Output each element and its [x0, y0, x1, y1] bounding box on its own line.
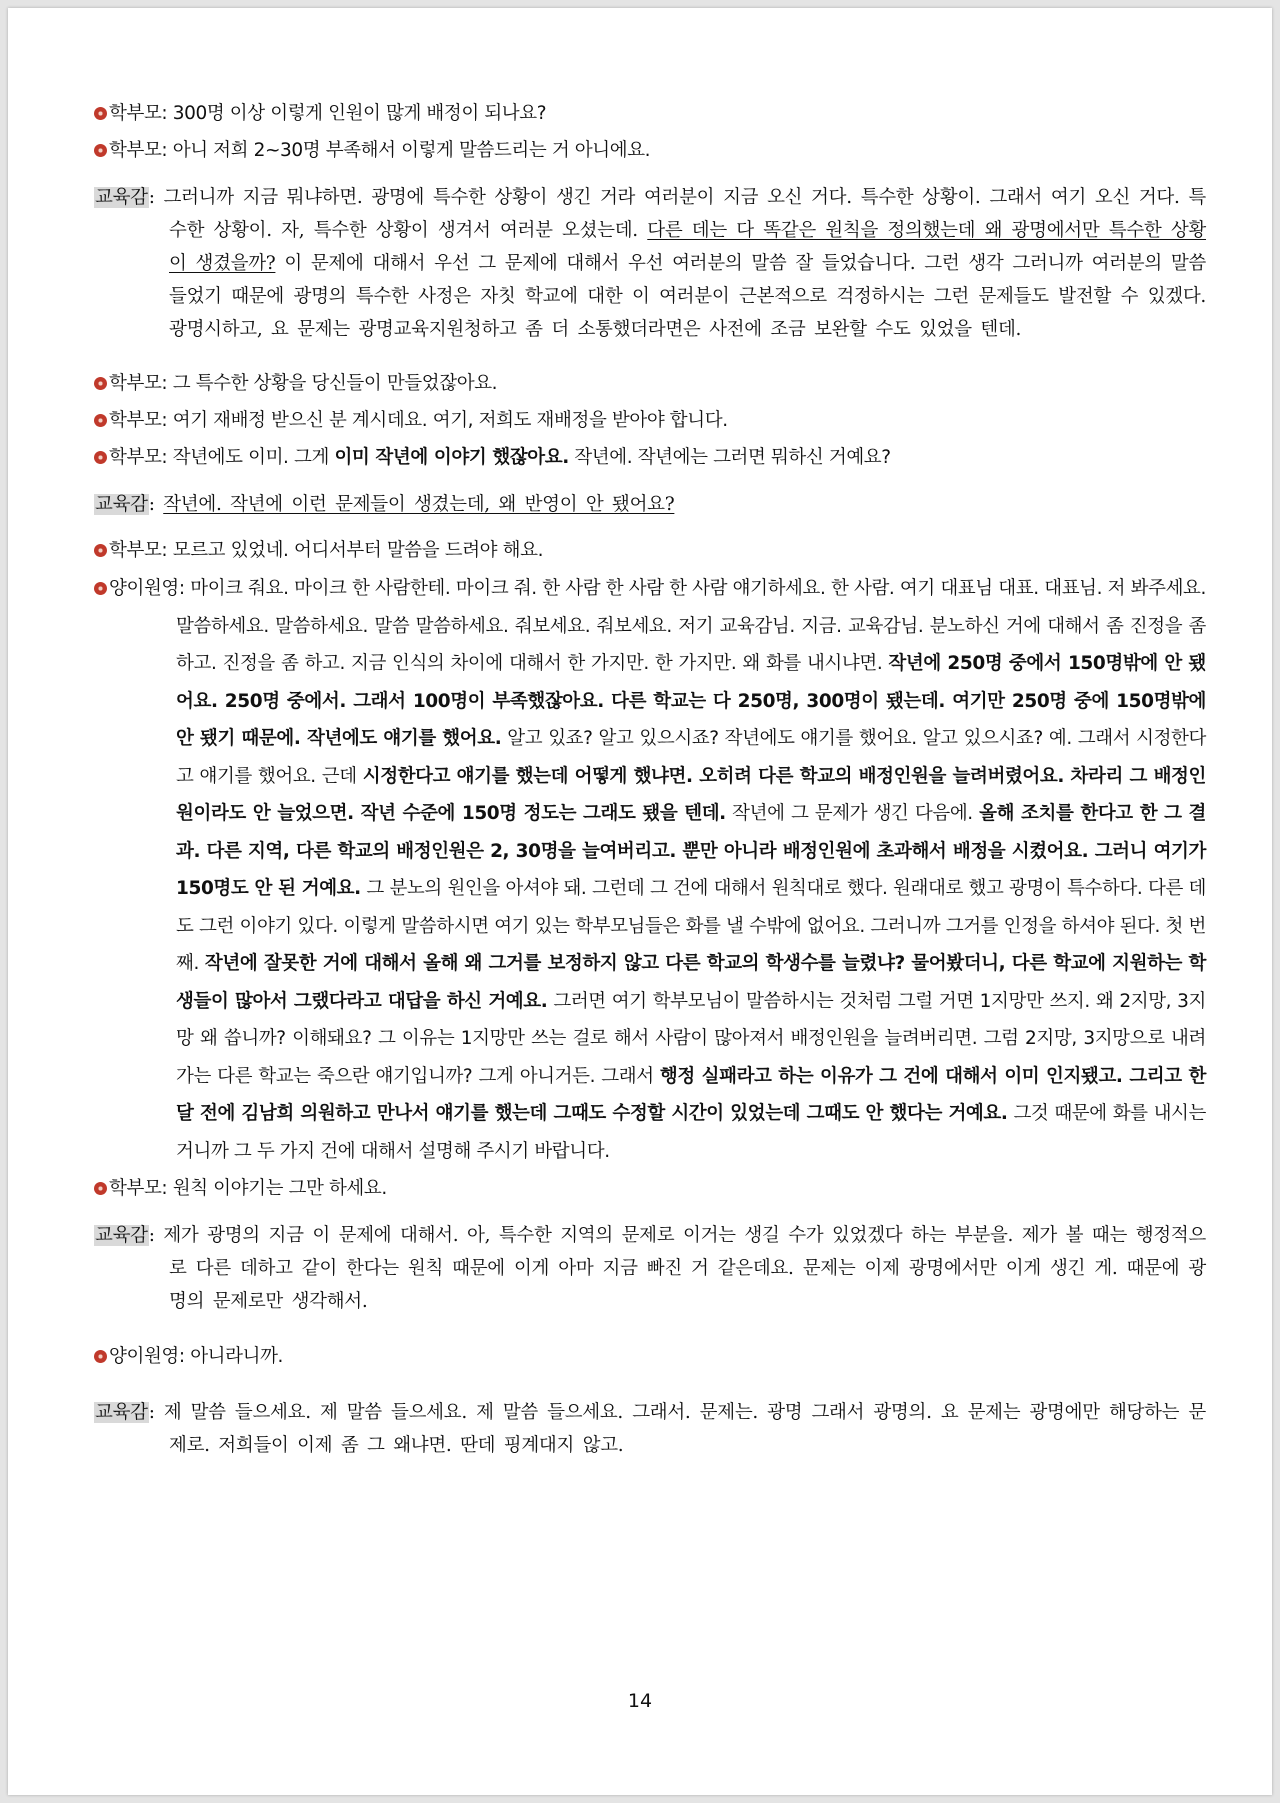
utterance-member	[94, 570, 1206, 1170]
utterance-text: : 여기 재배정 받으신 분 계시데요. 여기, 저희도 재배정을 받아야 합니다.	[161, 410, 728, 431]
speaker-label: 양이원영	[109, 1346, 179, 1367]
utterance-text: : 그 특수한 상황을 당신들이 만들었잖아요.	[161, 373, 498, 394]
underlined-text: 작년에. 작년에 이런 문제들이 생겼는데, 왜 반영이 안 됐어요?	[163, 494, 675, 515]
utterance-text: 작년에. 작년에는 그러면 뭐하신 거예요?	[568, 447, 891, 468]
utterance-superintendent	[94, 181, 1206, 346]
speaker-label: 학부모	[109, 410, 162, 431]
red-emblem-icon	[94, 451, 107, 464]
utterance-text: : 모르고 있었네. 어디서부터 말씀을 드려야 해요.	[161, 540, 544, 561]
utterance-text: 그것 때문에 화를 내시는 거니까 그 두 가지 건에 대해서 설명해 주시기 바랍니다.	[176, 1103, 1206, 1162]
red-emblem-icon	[94, 107, 107, 120]
page-number: 14	[627, 1690, 653, 1712]
utterance-text: : 300명 이상 이렇게 인원이 많게 배정이 되나요?	[161, 103, 547, 124]
utterance-text: : 원칙 이야기는 그만 하세요.	[161, 1178, 387, 1199]
speaker-label: 학부모	[109, 140, 162, 161]
transcript	[94, 96, 1206, 1462]
utterance-member	[94, 1338, 1206, 1376]
utterance-parent	[94, 96, 1206, 132]
speaker-label-highlighted: 교육감	[95, 187, 148, 208]
bold-text: 작년에 잘못한 거에 대해서 올해 왜 그거를 보정하지 않고 다른 학교의 학생수를 늘렸냐? 물어봤더니, 다른 학교에 지원하는 학생들이 많아서 그랬다라고 대답을 하신 거예요.	[176, 953, 1206, 1012]
speaker-label: 학부모	[109, 447, 162, 468]
speaker-label: 학부모	[109, 540, 162, 561]
speaker-label: 양이원영	[109, 578, 179, 599]
utterance-parent	[94, 533, 1206, 569]
bold-text: 행정 실패라고 하는 이유가 그 건에 대해서 이미 인지됐고. 그리고 한 달 전에 김남희 의원하고 만나서 얘기를 했는데 그때도 수정할 시간이 있었는데 그때도 안 했다는 거예요.	[176, 1065, 1206, 1124]
speaker-label: 학부모	[109, 373, 162, 394]
utterance-text: : 제 말씀 들으세요. 제 말씀 들으세요. 제 말씀 들으세요. 그래서. 문제는. 광명 그래서 광명의. 요 문제는 광명에만 해당하는 문제로. 저희들이 이제 좀 그 왜냐면. 딴데 핑계대지 않고.	[148, 1401, 1206, 1456]
red-emblem-icon	[94, 544, 107, 557]
utterance-text: : 아니 저희 2~30명 부족해서 이렇게 말씀드리는 거 아니에요.	[161, 140, 651, 161]
utterance-text: :	[148, 494, 164, 515]
utterance-superintendent	[94, 1219, 1206, 1318]
utterance-text: 알고 있죠? 알고 있으시죠? 작년에도 얘기를 했어요. 알고 있으시죠? 예. 그래서 시정한다고 얘기를 했어요. 근데	[176, 728, 1206, 787]
utterance-parent	[94, 366, 1206, 402]
speaker-label-highlighted: 교육감	[95, 1401, 148, 1423]
utterance-text: 그 분노의 원인을 아셔야 돼. 그런데 그 건에 대해서 원칙대로 했다. 원래대로 했고 광명이 특수하다. 다른 데도 그런 이야기 있다. 이렇게 말씀하시면 여기 있는 학부모님들은 화를 낼 수밖에 없어요. 그러니까 그거를 인정을 하셔야 된다. 첫 번째.	[176, 878, 1207, 974]
bold-text: 올해 조치를 한다고 한 그 결과. 다른 지역, 다른 학교의 배정인원은 2, 30명을 늘여버리고. 뿐만 아니라 배정인원에 초과해서 배정을 시켰어요. 그러니 여기가 150명도 안 된 거예요.	[176, 803, 1206, 899]
red-emblem-icon	[94, 1350, 107, 1363]
red-emblem-icon	[94, 377, 107, 390]
utterance-text: 이 문제에 대해서 우선 그 문제에 대해서 우선 여러분의 말씀 잘 들었습니다. 그런 생각 그러니까 여러분의 말씀 들었기 때문에 광명의 특수한 사정은 자칫 학교에 대한 이 여러분이 근본적으로 걱정하시는 그런 문제들도 발전할 수 있겠다. 광명시하고, 요 문제는 광명교육지원청하고 좀 더 소통했더라면은 사전에 조금 보완할 수도 있었을 텐데.	[169, 253, 1206, 340]
bold-text: 시정한다고 얘기를 했는데 어떻게 했냐면. 오히려 다른 학교의 배정인원을 늘려버렸어요. 차라리 그 배정인원이라도 안 늘었으면. 작년 수준에 150명 정도는 그래도 됐을 텐데.	[176, 765, 1206, 824]
utterance-text: 그러면 여기 학부모님이 말씀하시는 것처럼 그럴 거면 1지망만 쓰지. 왜 2지망, 3지망 왜 씁니까? 이해돼요? 그 이유는 1지망만 쓰는 걸로 해서 사람이 많아져서 배정인원을 늘려버리면. 그럼 2지망, 3지망으로 내려가는 다른 학교는 죽으란 얘기입니까? 그게 아니거든. 그래서	[176, 990, 1206, 1087]
utterance-text: : 작년에도 이미. 그게	[161, 447, 335, 468]
utterance-superintendent	[94, 488, 1206, 521]
utterance-text: : 제가 광명의 지금 이 문제에 대해서. 아, 특수한 지역의 문제로 이거는 생길 수가 있었겠다 하는 부분을. 제가 볼 때는 행정적으로 다른 데하고 같이 한다는 원칙 때문에 이게 아마 지금 빠진 거 같은데요. 문제는 이제 광명에서만 이게 생긴 게. 때문에 광명의 문제로만 생각해서.	[148, 1225, 1206, 1312]
utterance-parent	[94, 133, 1206, 169]
utterance-parent	[94, 403, 1206, 439]
speaker-label: 학부모	[109, 1178, 162, 1199]
underlined-text: 다른 데는 다 똑같은 원칙을 정의했는데 왜 광명에서만 특수한 상황이 생겼을까?	[169, 220, 1207, 274]
bold-text: 이미 작년에 이야기 했잖아요.	[334, 447, 569, 468]
utterance-text: 작년에 그 문제가 생긴 다음에.	[725, 803, 980, 824]
utterance-text: : 아니라니까.	[178, 1346, 284, 1367]
utterance-superintendent	[94, 1396, 1206, 1462]
bold-text: 작년에 250명 중에서 150명밖에 안 됐어요. 250명 중에서. 그래서 100명이 부족했잖아요. 다른 학교는 다 250명, 300명이 됐는데. 여기만 250명 중에 150명밖에 안 됐기 때문에. 작년에도 얘기를 했어요.	[176, 653, 1206, 749]
utterance-parent	[94, 440, 1206, 476]
red-emblem-icon	[94, 582, 107, 595]
speaker-label-highlighted: 교육감	[95, 494, 148, 515]
speaker-label-highlighted: 교육감	[95, 1225, 148, 1246]
speaker-label: 학부모	[109, 103, 162, 124]
red-emblem-icon	[94, 144, 107, 157]
red-emblem-icon	[94, 1182, 107, 1195]
utterance-text: : 마이크 줘요. 마이크 한 사람한테. 마이크 줘. 한 사람 한 사람 한 사람 얘기하세요. 한 사람. 여기 대표님 대표. 대표님. 저 봐주세요. 말씀하세요. 말씀하세요. 말씀 말씀하세요. 줘보세요. 줘보세요. 저기 교육감님. 지금. 교육감님. 분노하신 거에 대해서 좀 진정을 좀 하고. 진정을 좀 하고. 지금 인식의 차이에 대해서 한 가지만. 한 가지만. 왜 화를 내시냐면.	[176, 578, 1206, 674]
document-page	[8, 8, 1272, 1795]
red-emblem-icon	[94, 414, 107, 427]
utterance-parent	[94, 1171, 1206, 1207]
utterance-text: : 그러니까 지금 뭐냐하면. 광명에 특수한 상황이 생긴 거라 여러분이 지금 오신 거다. 특수한 상황이. 그래서 여기 오신 거다. 특수한 상황이. 자, 특수한 상황이 생겨서 여러분 오셨는데.	[148, 187, 1206, 241]
